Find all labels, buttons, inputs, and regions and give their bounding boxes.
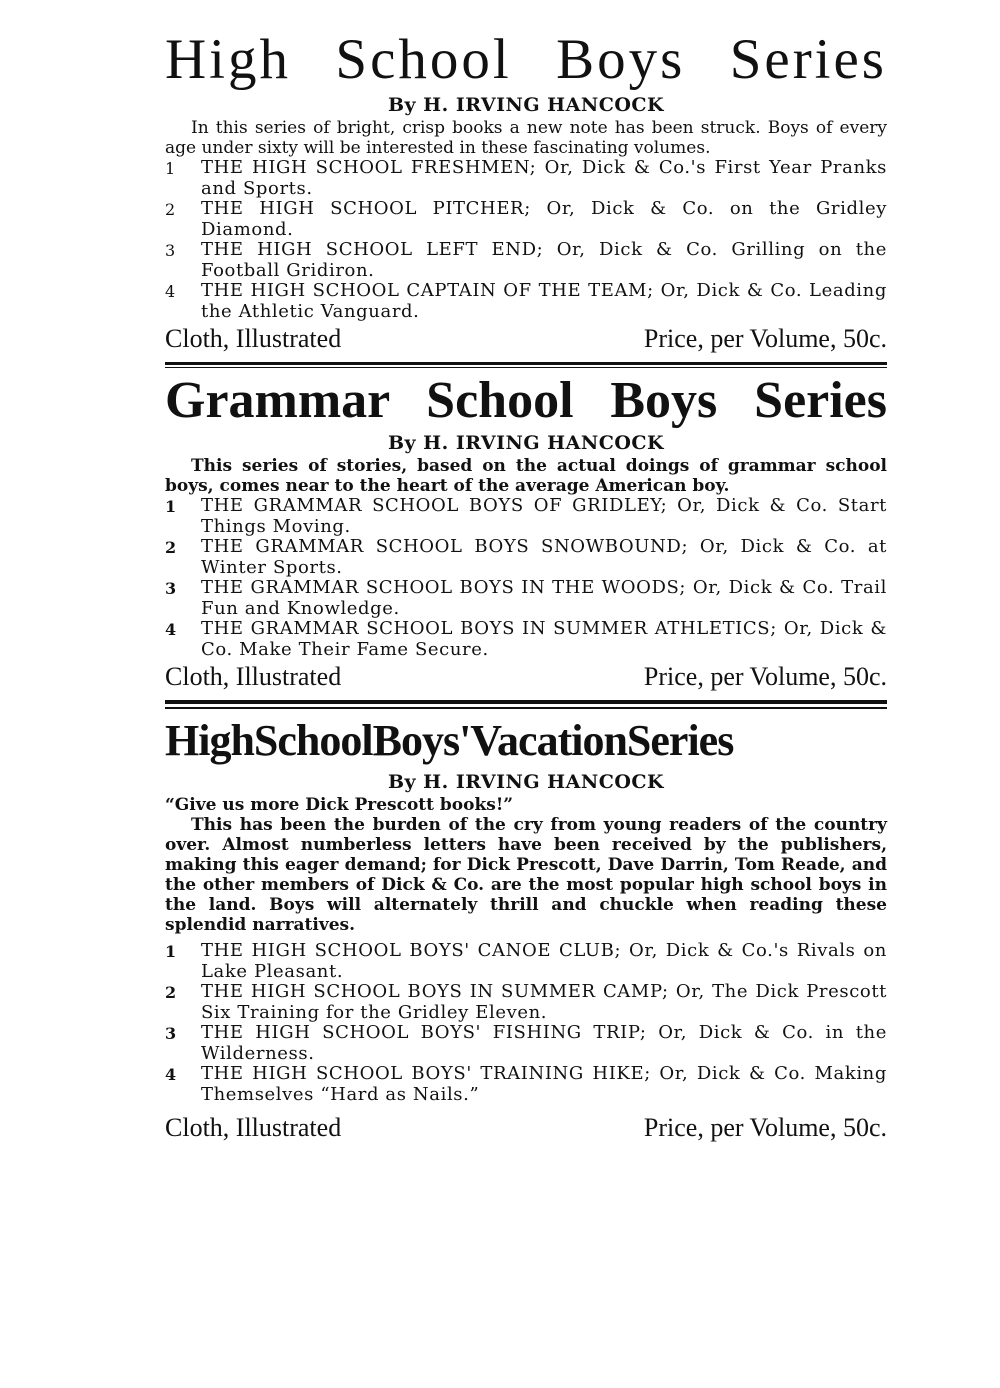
series-author: By H. IRVING HANCOCK [387,771,665,793]
book-title: THE HIGH SCHOOL FRESHMEN; Or, Dick & Co.'s First Year Pranks and Sports. [201,157,887,199]
advertisement-page [165,28,887,1143]
book-number: 1 [165,497,177,516]
series-footer [165,1113,887,1143]
book-number: 4 [165,620,177,639]
book-number: 2 [165,538,177,557]
divider-rule [165,362,887,368]
book-list [165,941,887,1105]
book-item [165,982,887,1023]
series-footer [165,324,887,354]
series-high-school-vacation [165,713,887,1143]
book-number: 3 [165,579,177,598]
book-title: THE GRAMMAR SCHOOL BOYS SNOWBOUND; Or, Dick & Co. at Winter Sports. [201,536,887,578]
book-item [165,281,887,322]
book-title: THE HIGH SCHOOL BOYS' TRAINING HIKE; Or, Dick & Co. Making Themselves “Hard as Nails.” [201,1063,887,1105]
book-title: THE HIGH SCHOOL LEFT END; Or, Dick & Co. Grilling on the Football Gridiron. [201,239,887,281]
series-title: HighSchoolBoys'VacationSeries [165,716,734,765]
series-footer [165,662,887,692]
book-list [165,158,887,322]
binding-text: Cloth, Illustrated [165,1113,342,1142]
book-item [165,240,887,281]
series-intro: In this series of bright, crisp books a new note has been struck. Boys of every age under sixty will be interested in these fascinating volumes. [165,118,887,158]
book-item [165,537,887,578]
price-text: Price, per Volume, 50c. [643,1113,887,1142]
series-high-school-boys [165,28,887,354]
price-text: Price, per Volume, 50c. [643,324,887,353]
series-intro: This has been the burden of the cry from young readers of the country over. Almost numberless letters have been received by the publishers, making this eager demand; for Dick Prescott, Dave Darrin, Tom Reade, and the other members of Dick & Co. are the most popular high school boys in the land. Boys will alternately thrill and chuckle when reading these splendid narratives. [165,815,887,935]
book-item [165,199,887,240]
book-item [165,578,887,619]
series-title: Grammar School Boys Series [165,372,887,429]
series-author: By H. IRVING HANCOCK [387,94,665,116]
binding-text: Cloth, Illustrated [165,324,342,353]
price-text: Price, per Volume, 50c. [643,662,887,691]
series-grammar-school-boys [165,372,887,692]
book-title: THE HIGH SCHOOL CAPTAIN OF THE TEAM; Or, Dick & Co. Leading the Athletic Vanguard. [201,280,887,322]
series-intro: This series of stories, based on the actual doings of grammar school boys, comes near to the heart of the average American boy. [165,456,887,496]
book-number: 2 [165,983,177,1002]
book-number: 3 [165,241,176,260]
book-item [165,941,887,982]
book-item [165,496,887,537]
book-item [165,158,887,199]
book-number: 4 [165,282,176,301]
binding-text: Cloth, Illustrated [165,662,342,691]
series-author: By H. IRVING HANCOCK [387,432,665,454]
book-number: 2 [165,200,176,219]
book-title: THE GRAMMAR SCHOOL BOYS OF GRIDLEY; Or, Dick & Co. Start Things Moving. [201,495,887,537]
book-title: THE HIGH SCHOOL BOYS' CANOE CLUB; Or, Dick & Co.'s Rivals on Lake Pleasant. [201,940,887,982]
book-title: THE GRAMMAR SCHOOL BOYS IN THE WOODS; Or, Dick & Co. Trail Fun and Knowledge. [201,577,887,619]
series-title: High School Boys Series [165,28,887,91]
book-title: THE HIGH SCHOOL BOYS' FISHING TRIP; Or, Dick & Co. in the Wilderness. [201,1022,887,1064]
book-title: THE HIGH SCHOOL BOYS IN SUMMER CAMP; Or, The Dick Prescott Six Training for the Gridley Eleven. [201,981,887,1023]
book-item [165,1023,887,1064]
series-quote: “Give us more Dick Prescott books!” [165,795,514,815]
book-item [165,1064,887,1105]
book-title: THE HIGH SCHOOL PITCHER; Or, Dick & Co. on the Gridley Diamond. [201,198,887,240]
book-number: 1 [165,159,176,178]
book-title: THE GRAMMAR SCHOOL BOYS IN SUMMER ATHLETICS; Or, Dick & Co. Make Their Fame Secure. [201,618,887,660]
book-list [165,496,887,660]
book-item [165,619,887,660]
divider-rule [165,700,887,709]
book-number: 3 [165,1024,177,1043]
book-number: 4 [165,1065,177,1084]
book-number: 1 [165,942,177,961]
